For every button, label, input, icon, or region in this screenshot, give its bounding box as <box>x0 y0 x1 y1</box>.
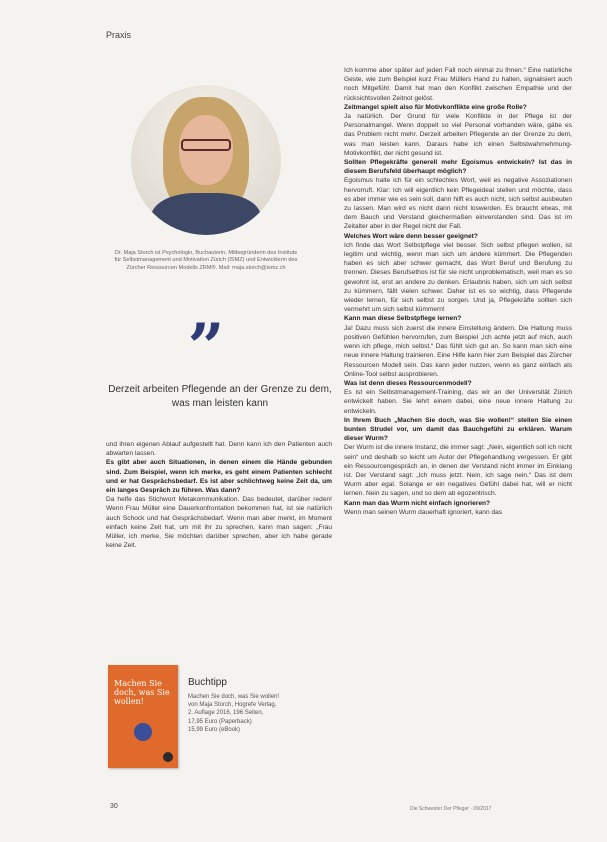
book-tip-text: Machen Sie doch, was Sie wollen! von Maja Storch, Hogrefe Verlag, 2. Auflage 2016, 196 Seiten, 17,95 Euro (Paperback) 15,99 Euro (eBook) <box>188 694 280 733</box>
left-article-column <box>106 440 332 655</box>
book-cover-image <box>108 665 178 768</box>
article-paragraph: Ja! Dazu muss sich zuerst die innere Einstellung ändern. Die Haltung muss positiven Gefühlen hervorrufen, zum Beispiel „Ich achte jetzt auf mich, auch wenn ich pflege, mich selbst.“ Das fühlt sich gut an. So kann man sich eine neue innere Haltung trainieren. Eine Hilfe kann hier zum Beispiel das Zürcher Ressourcen Modell sein. Das kann jeder nutzen, wenn es ganz einfach als Online-Tool selbst ausprobieren. <box>344 324 572 378</box>
article-paragraph: Da helfe das Stichwort Metakommunikation. Das bedeutet, darüber reden! Wenn Frau Müller eine Dauerkonfrontation bekommen hat, ist sie natürlich auch Schock und hat Gesprächsbedarf. Wenn man aber merkt, im Moment einfach keine Zeit hat, um mit ihr zu sprechen, kann man sagen: „Frau Müller, ich merke, Sie möchten darüber sprechen, aber ich habe gerade keine Zeit. <box>106 496 332 550</box>
article-paragraph: Ich finde das Wort Selbstpflege viel besser. Sich selbst pflegen wollen, ist legitim und wichtig, wenn man sich um andere kümmert. Die Pflegenden haben es sich aber schwer gemacht, das Wort Beruf und Berufung zu trennen. Dieses Berufsethos ist für sie nicht unproblematisch, weil man es so gewohnt ist, erst an andere zu denken. Erlaubnis haben, sich um sich selbst zu kümmern, fällt vielen schwer. Daher ist es so wichtig, dass Pflegende wieder lernen, für sich selbst zu sorgen. Und ja, Pflegekräfte sollten sich vermehrt um sich selbst kümmern! <box>344 241 572 314</box>
article-paragraph: Wenn man seinen Wurm dauerhaft ignoriert, kann das <box>344 508 503 516</box>
page-number: 30 <box>110 803 118 810</box>
portrait-glasses <box>181 139 231 151</box>
publisher-badge-icon <box>163 752 173 762</box>
interview-question: Was ist denn dieses Ressourcenmodell? <box>344 379 472 387</box>
article-paragraph: Ja natürlich. Der Grund für viele Konflikte in der Pflege ist der Personalmangel. Wenn doppelt so viel Personal vorhanden wäre, gäbe es das Problem nicht mehr. Derzeit arbeiten Pflegende an der Grenze zu dem, was man leisten kann. Daraus habe ich einen Selbstwahrnehmung-Motivkonflikt, der nicht gesund ist. <box>344 113 572 157</box>
pull-quote: Derzeit arbeiten Pflegende an der Grenze zu dem, was man leisten kann <box>108 384 332 409</box>
interview-question: Es gibt aber auch Situationen, in denen einem die Hände gebunden sind. Zum Beispiel, wenn ich merke, es geht einem Patienten schlecht und er hat Gesprächsbedarf. Es ist aber schlichtweg keine Zeit da, um ein langes Gespräch zu führen. Was dann? <box>106 459 332 495</box>
interview-question: Welches Wort wäre denn besser geeignet? <box>344 232 478 240</box>
publication-footer: Die Schwester Der Pfleger · 09/2017 <box>410 806 492 812</box>
portrait-shirt <box>151 193 261 235</box>
quote-mark-icon: ” <box>187 310 225 385</box>
interview-question: Sollten Pflegekräfte generell mehr Egoismus entwickeln? Ist das in diesem Berufsfeld überhaupt möglich? <box>344 159 572 176</box>
author-portrait <box>131 85 281 235</box>
right-article-column <box>344 66 572 806</box>
article-paragraph: Der Wurm ist die innere Instanz, die immer sagt: „Nein, eigentlich soll ich nicht sein“ und deshalb so leicht um Autor der Pflegehandlung vergessen. Er gibt ein Ressourcengespräch an, in denen der Verstand nicht immer im Einklang ist. Der Verstand sagt: „Ich muss jetzt. Nein, ich sage nein.“ Das ist dem Wurm aber egal. Solange er ein negatives Gefühl dabei hat, will er nicht lernen. Nein zu sagen, und so dem ab egozentrisch. <box>344 444 572 498</box>
book-cover-illustration <box>134 723 152 741</box>
interview-question: Zeitmangel spielt also für Motivkonflikte eine große Rolle? <box>344 103 527 111</box>
book-tip-title: Buchtipp <box>188 677 227 688</box>
interview-question: In Ihrem Buch „Machen Sie doch, was Sie wollen!“ stellen Sie einen bunten Strudel vor, um damit das Bauchgefühl zu erklären. Warum dieser Wurm? <box>344 416 572 443</box>
article-paragraph: und ihren eigenen Ablauf aufgestellt hat. Denn kann ich den Patienten auch abwarten lassen. <box>106 441 332 458</box>
article-paragraph: Ich komme aber später auf jeden Fall noch einmal zu Ihnen.“ Eine natürliche Geste, wie zum Beispiel kurz Frau Müllers Hand zu halten, signalisiert auch noch Mitgefühl. Damit hat man den Konflikt zwischen Empathie und der rücksichtsvollen Zeitnot gelöst. <box>344 67 572 102</box>
section-label: Praxis <box>106 30 132 40</box>
article-paragraph: Egoismus halte ich für ein schlechtes Wort, weil es negative Assoziationen hervorruft. Klar: Ich will eigentlich kein Pflegeideal stellen und möchte, dass es aber immer wie es sein soll, dann hilft es auch nicht, sich selbst ausbeuten zu lassen. Man wird es nicht dann nicht loswerden. Es braucht etwas, mit dem Bauch und Verstand gleichermaßen einverstanden sind. Das ist im Zeitalter aber in der Regel nicht der Fall. <box>344 177 572 231</box>
interview-question: Kann man das Wurm nicht einfach ignorieren? <box>344 499 491 507</box>
book-tip-box <box>188 677 330 734</box>
article-paragraph: Es ist ein Selbstmanagement-Training, das wir an der Universität Zürich entwickelt haben. Sie lehrt einem dabei, eine neue innere Haltung zu entwickeln. <box>344 389 572 415</box>
interview-question: Kann man diese Selbstpflege lernen? <box>344 315 462 323</box>
book-cover-title: Machen Sie doch, was Sie wollen! <box>114 679 170 706</box>
portrait-caption: Dr. Maja Storch ist Psychologin, Buchautorin, Mitbegründerin des Instituts für Selbstmanagement und Motivation Zürich (ISMZ) und Entwicklerin des Zürcher Ressourcen Modells ZRM®. Mail: maja.storch@ismz.ch <box>114 250 298 271</box>
